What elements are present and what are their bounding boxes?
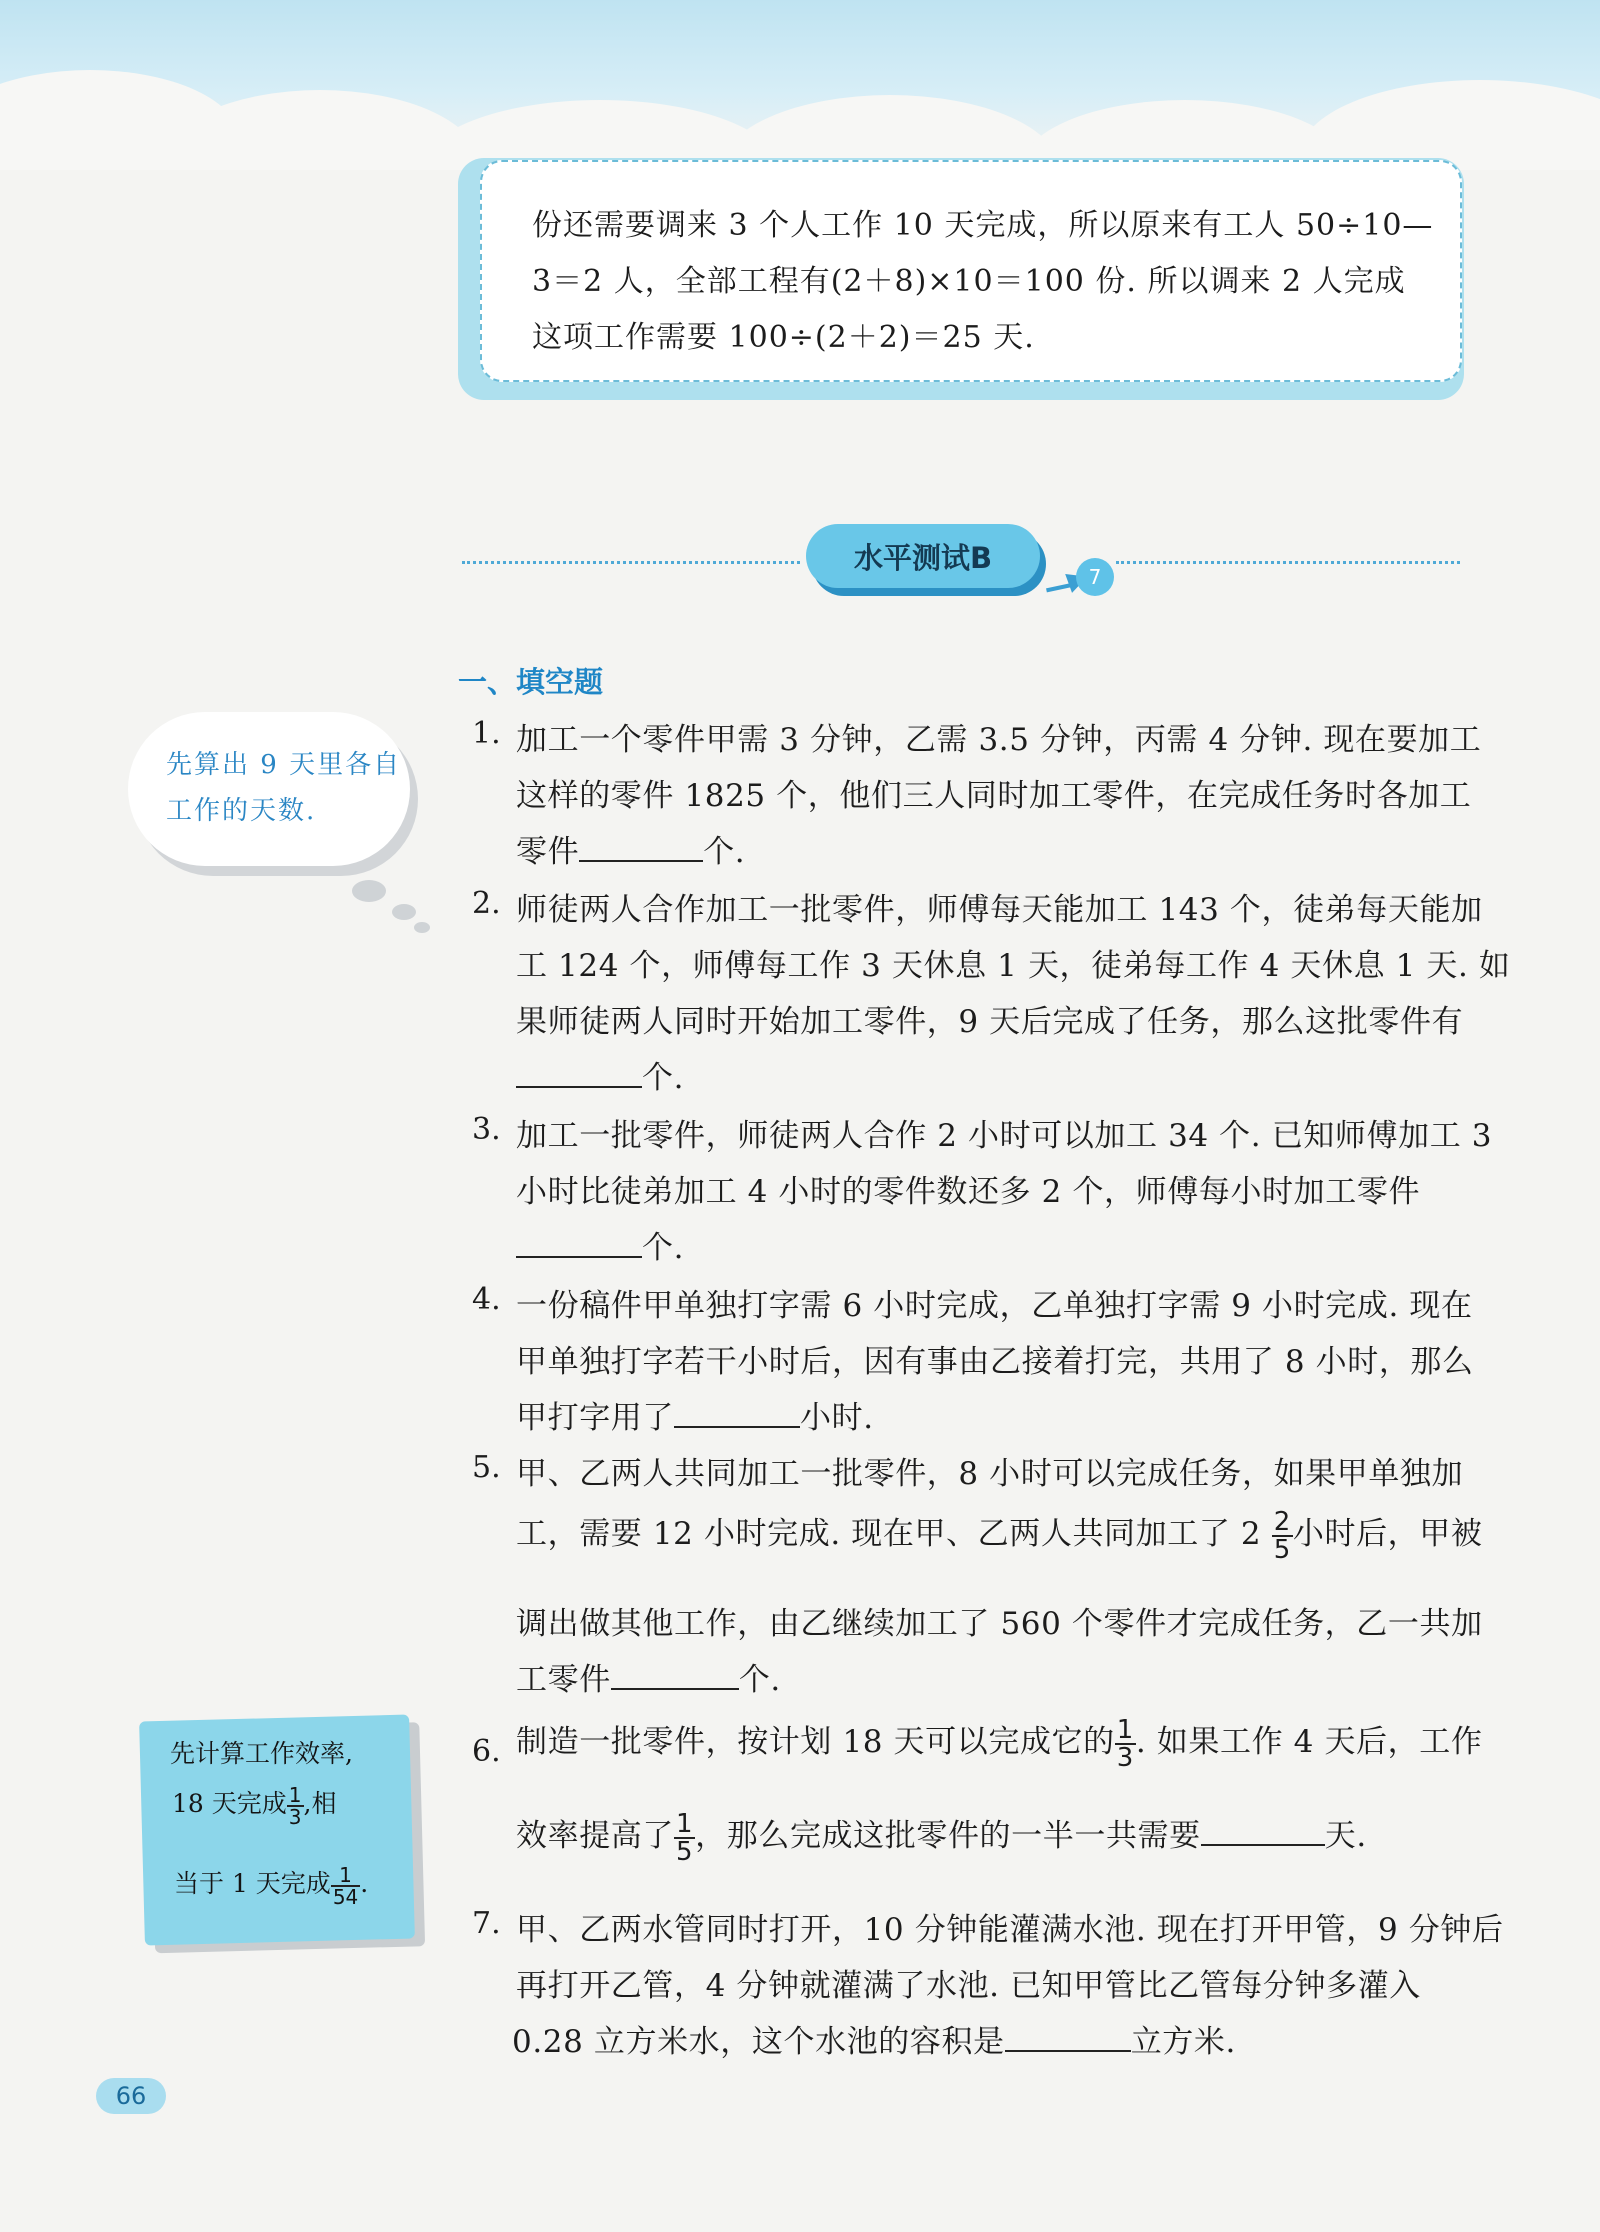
section-title: 一、填空题: [458, 665, 604, 699]
question-3-line-3: [516, 1222, 684, 1267]
question-text: ，那么完成这批零件的一半一共需要: [695, 1818, 1201, 1854]
fraction-denominator: 54: [332, 1884, 359, 1909]
bubble-tail-dot: [392, 904, 416, 920]
question-4-line-3: [516, 1392, 874, 1437]
note-line-3-tail: .: [360, 1869, 369, 1898]
dotted-divider-left: [462, 561, 800, 564]
answer-blank[interactable]: [516, 1057, 642, 1088]
question-number: 3.: [472, 1112, 501, 1147]
note-line-2-text: 18 天完成: [172, 1789, 287, 1818]
question-2-line-4: [516, 1052, 684, 1097]
question-4-line-2: 甲单独打字若干小时后，因有事由乙接着打完，共用了 8 小时，那么: [516, 1344, 1474, 1380]
answer-blank[interactable]: [579, 831, 703, 862]
question-text: 制造一批零件，按计划 18 天可以完成它的: [516, 1724, 1115, 1760]
question-text: 0.28 立方米水，这个水池的容积是: [512, 2024, 1005, 2060]
question-7-line-1: 甲、乙两水管同时打开，10 分钟能灌满水池. 现在打开甲管，9 分钟后: [516, 1912, 1504, 1948]
fraction: [1115, 1714, 1136, 1773]
question-6-line-2: [516, 1810, 1367, 1865]
solution-line-1: 份还需要调来 3 个人工作 10 天完成，所以原来有工人 50÷10—: [532, 208, 1434, 243]
bubble-tail-dot: [414, 922, 430, 933]
answer-blank[interactable]: [516, 1227, 642, 1258]
question-text: 小时.: [800, 1400, 874, 1436]
bubble-tip-line-1: 先算出 9 天里各自: [166, 750, 402, 780]
question-2-line-2: 工 124 个，师傅每工作 3 天休息 1 天，徒弟每工作 4 天休息 1 天. 如: [516, 948, 1511, 984]
question-text: 效率提高了: [516, 1818, 674, 1854]
question-2-line-3: 果师徒两人同时开始加工零件，9 天后完成了任务，那么这批零件有: [516, 1004, 1464, 1040]
thought-bubble: [128, 712, 410, 866]
note-line-3: [174, 1864, 368, 1907]
question-text: . 如果工作 4 天后，工作: [1135, 1724, 1483, 1760]
question-number: 1.: [472, 716, 501, 751]
question-number: 4.: [472, 1282, 501, 1317]
fraction-denominator: 3: [1116, 1742, 1134, 1773]
question-text: 小时后，甲被: [1292, 1516, 1483, 1552]
answer-blank[interactable]: [1005, 2021, 1131, 2052]
section-badge: [806, 524, 1040, 588]
section-badge-label: 水平测试B: [853, 540, 993, 575]
header-sky-band: [0, 0, 1600, 170]
note-line-2: [172, 1784, 336, 1827]
question-3-line-1: 加工一批零件，师徒两人合作 2 小时可以加工 34 个. 已知师傅加工 3: [516, 1118, 1493, 1154]
dotted-divider-right: [1116, 561, 1460, 564]
bubble-tail-dot: [352, 880, 386, 902]
fraction-numerator: 1: [676, 1808, 694, 1839]
question-text: 零件: [516, 834, 580, 870]
question-text: 工，需要 12 小时完成. 现在甲、乙两人共同加工了 2: [516, 1516, 1262, 1552]
fraction-denominator: 5: [1273, 1534, 1291, 1565]
question-text: 个.: [642, 1230, 685, 1266]
fraction-numerator: 2: [1273, 1506, 1291, 1537]
bubble-tip-line-2: 工作的天数.: [166, 796, 317, 826]
question-5-line-3: 调出做其他工作，由乙继续加工了 560 个零件才完成任务，乙一共加: [516, 1606, 1483, 1642]
fraction: [287, 1782, 304, 1829]
fraction: [331, 1862, 360, 1909]
question-1-line-3: [516, 826, 745, 871]
fraction-numerator: 1: [1116, 1714, 1134, 1745]
cloud-shape: [1300, 80, 1600, 170]
note-line-1: 先计算工作效率,: [170, 1739, 353, 1768]
answer-blank[interactable]: [611, 1659, 739, 1690]
note-line-2-tail: ,相: [303, 1789, 337, 1818]
fraction-numerator: 1: [288, 1782, 302, 1807]
question-number: 5.: [472, 1450, 501, 1485]
question-text: 个.: [703, 834, 746, 870]
fraction-denominator: 3: [288, 1804, 302, 1829]
solution-line-2: 3＝2 人，全部工程有(2＋8)×10＝100 份. 所以调来 2 人完成: [532, 264, 1406, 299]
question-1-line-2: 这样的零件 1825 个，他们三人同时加工零件，在完成任务时各加工: [516, 778, 1472, 814]
question-5-line-2: [516, 1508, 1482, 1563]
fraction-denominator: 5: [676, 1836, 694, 1867]
question-text: 甲打字用了: [516, 1400, 674, 1436]
question-text: 个.: [642, 1060, 685, 1096]
question-text: 立方米.: [1130, 2024, 1236, 2060]
question-number: 7.: [472, 1906, 501, 1941]
question-6-line-1: [516, 1716, 1482, 1771]
question-text: 工零件: [516, 1662, 611, 1698]
question-7-line-3: [512, 2016, 1236, 2061]
note-line-3-text: 当于 1 天完成: [174, 1869, 331, 1898]
question-text: 个.: [738, 1662, 781, 1698]
fraction: [674, 1808, 695, 1867]
question-4-line-1: 一份稿件甲单独打字需 6 小时完成，乙单独打字需 9 小时完成. 现在: [516, 1288, 1473, 1324]
question-text: 天.: [1324, 1818, 1367, 1854]
question-number: 6.: [472, 1734, 501, 1769]
question-2-line-1: 师徒两人合作加工一批零件，师傅每天能加工 143 个，徒弟每天能加: [516, 892, 1483, 928]
question-1-line-1: 加工一个零件甲需 3 分钟，乙需 3.5 分钟，丙需 4 分钟. 现在要加工: [516, 722, 1482, 758]
question-3-line-2: 小时比徒弟加工 4 小时的零件数还多 2 个，师傅每小时加工零件: [516, 1174, 1421, 1210]
question-7-line-2: 再打开乙管，4 分钟就灌满了水池. 已知甲管比乙管每分钟多灌入: [516, 1968, 1421, 2004]
page-number: 66: [96, 2078, 166, 2114]
question-5-line-4: [516, 1654, 781, 1699]
answer-blank[interactable]: [1201, 1815, 1325, 1846]
solution-line-3: 这项工作需要 100÷(2＋2)＝25 天.: [532, 320, 1035, 355]
fraction: [1272, 1506, 1293, 1565]
question-5-line-1: 甲、乙两人共同加工一批零件，8 小时可以完成任务，如果甲单独加: [516, 1456, 1464, 1492]
answer-blank[interactable]: [674, 1397, 800, 1428]
fraction-numerator: 1: [331, 1865, 360, 1887]
question-number: 2.: [472, 886, 501, 921]
difficulty-number-badge: 7: [1076, 558, 1114, 596]
